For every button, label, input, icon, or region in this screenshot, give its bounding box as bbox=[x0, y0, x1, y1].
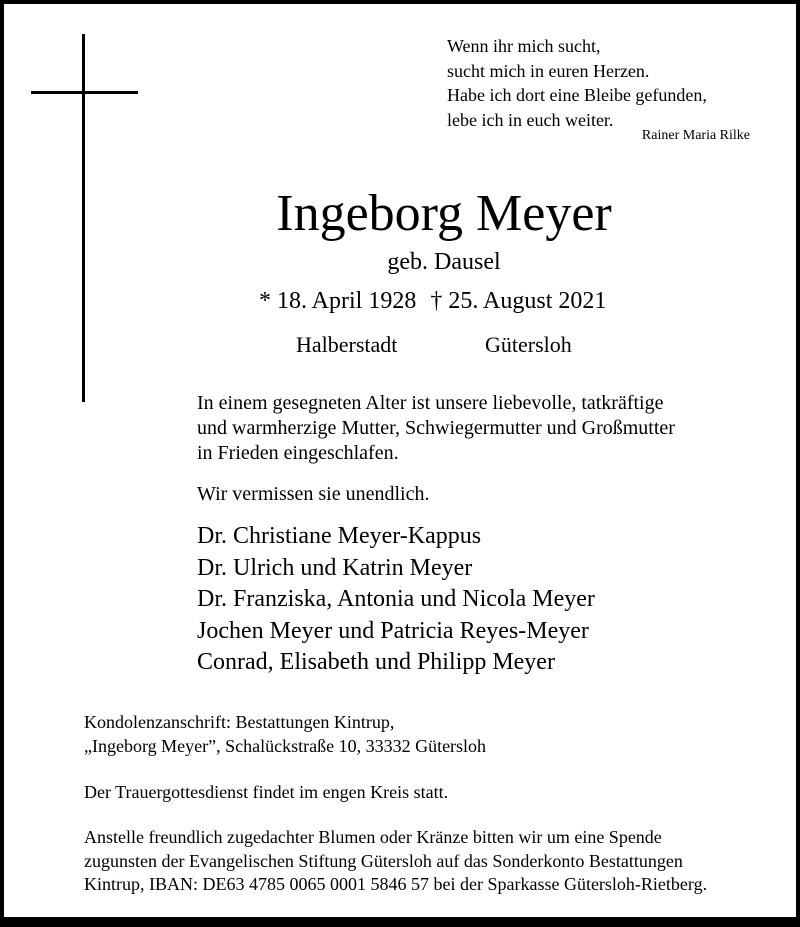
life-dates bbox=[259, 288, 620, 315]
mourners-list bbox=[197, 521, 595, 679]
mourner: Dr. Christiane Meyer-Kappus bbox=[197, 523, 482, 549]
donation-note bbox=[84, 826, 707, 897]
obituary-notice bbox=[4, 4, 796, 917]
deathplace: Gütersloh bbox=[485, 332, 572, 357]
poem-quote bbox=[447, 34, 707, 132]
quote-line: lebe ich in euch weiter. bbox=[447, 109, 614, 130]
message-line: und warmherzige Mutter, Schwiegermutter und Großmutter bbox=[197, 417, 675, 439]
condolence-address bbox=[84, 711, 486, 758]
mourner: Dr. Franziska, Antonia und Nicola Meyer bbox=[197, 586, 595, 612]
service-note: Der Trauergottesdienst findet im engen Kreis statt. bbox=[84, 782, 449, 802]
message-line: in Frieden eingeschlafen. bbox=[197, 442, 399, 464]
cross-horizontal bbox=[31, 91, 138, 94]
birthplace: Halberstadt bbox=[296, 332, 398, 357]
donation-line: zugunsten der Evangelischen Stiftung Gütersloh auf das Sonderkonto Bestattungen bbox=[84, 850, 683, 871]
quote-line: sucht mich in euren Herzen. bbox=[447, 60, 650, 81]
message bbox=[197, 391, 675, 466]
quote-line: Wenn ihr mich sucht, bbox=[447, 36, 601, 56]
mourner: Conrad, Elisabeth und Philipp Meyer bbox=[197, 649, 555, 675]
condolence-line: Kondolenzanschrift: Bestattungen Kintrup, bbox=[84, 712, 395, 732]
donation-line: Anstelle freundlich zugedachter Blumen oder Kränze bitten wir um eine Spende bbox=[84, 827, 662, 847]
donation-line: Kintrup, IBAN: DE63 4785 0065 0001 5846 57 bei der Sparkasse Gütersloh-Rietberg. bbox=[84, 874, 708, 894]
deceased-name: Ingeborg Meyer bbox=[276, 185, 612, 242]
quote-author: Rainer Maria Rilke bbox=[641, 128, 750, 143]
birth-date: * 18. April 1928 bbox=[259, 288, 417, 314]
message-line: In einem gesegneten Alter ist unsere liebevolle, tatkräftige bbox=[197, 392, 664, 414]
mourner: Jochen Meyer und Patricia Reyes-Meyer bbox=[197, 617, 589, 644]
maiden-name: geb. Dausel bbox=[387, 249, 501, 275]
miss-line: Wir vermissen sie unendlich. bbox=[197, 483, 430, 505]
death-date: † 25. August 2021 bbox=[430, 288, 607, 314]
quote-line: Habe ich dort eine Bleibe gefunden, bbox=[447, 85, 707, 105]
mourner: Dr. Ulrich und Katrin Meyer bbox=[197, 554, 473, 581]
condolence-line: „Ingeborg Meyer”, Schalückstraße 10, 33332 Gütersloh bbox=[84, 735, 487, 756]
